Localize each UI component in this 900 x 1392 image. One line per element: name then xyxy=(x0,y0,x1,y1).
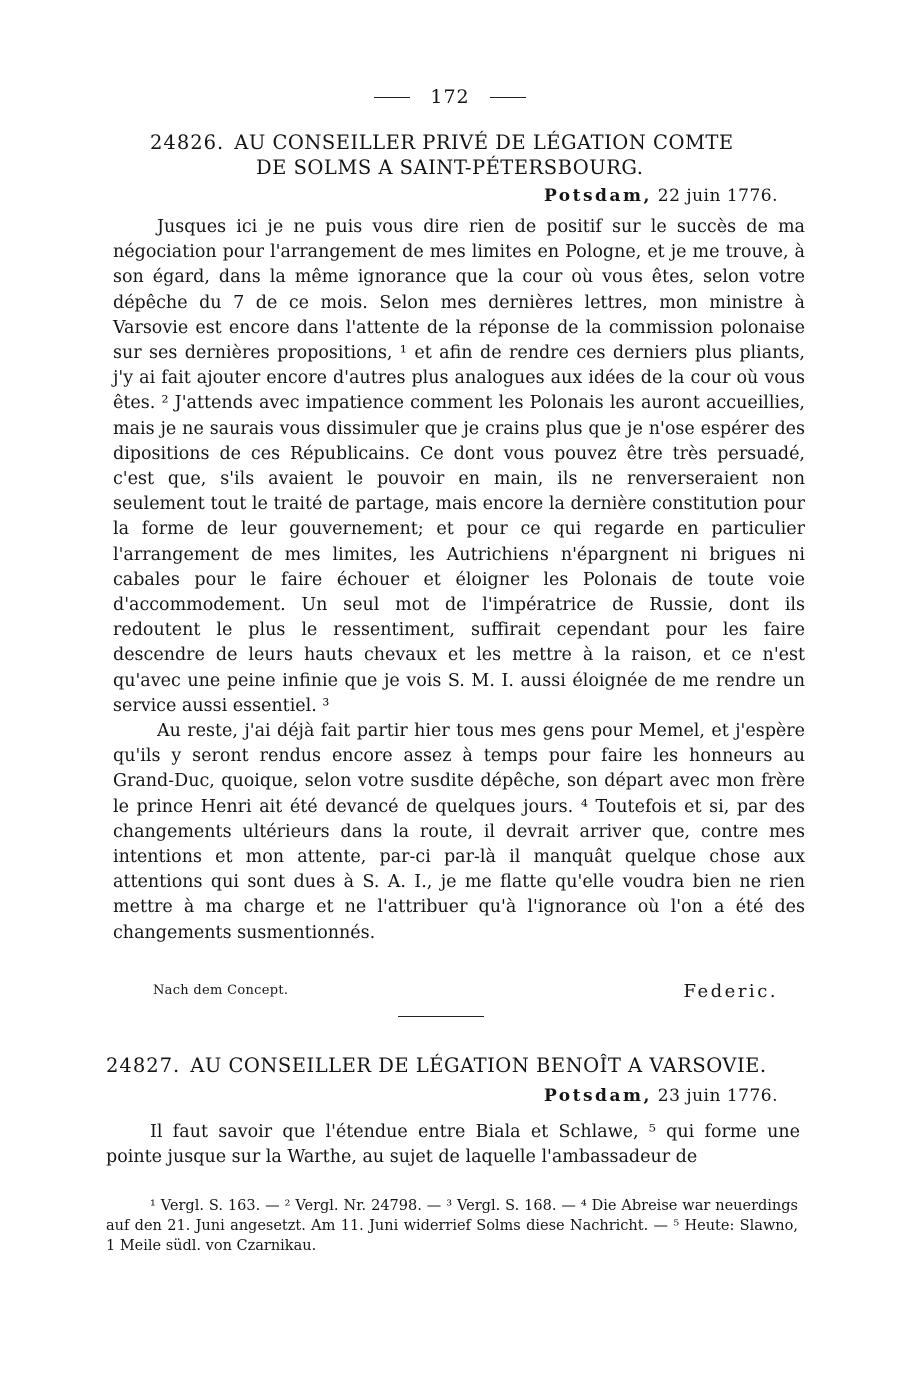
letter-1-title-line1: AU CONSEILLER PRIVÉ DE LÉGATION COMTE xyxy=(234,131,734,154)
letter-1-body xyxy=(113,215,805,946)
header-rule-right xyxy=(490,97,526,98)
letter-2-dateline xyxy=(544,1086,778,1106)
letter-2-body xyxy=(106,1120,800,1170)
letter-1-number: 24826. xyxy=(150,131,225,154)
letter-1-date: 22 juin 1776. xyxy=(657,186,778,206)
page-number: 172 xyxy=(430,86,470,108)
section-divider xyxy=(398,1016,484,1017)
source-note: Nach dem Concept. xyxy=(153,983,289,998)
letter-1-place: Potsdam, xyxy=(543,186,652,206)
header-rule-left xyxy=(374,97,410,98)
letter-2-paragraph-1: Il faut savoir que l'étendue entre Biala et Schlawe, ⁵ qui forme une pointe jusque sur la Warthe, au sujet de laquelle l'ambassadeur de xyxy=(106,1122,800,1168)
letter-2-heading xyxy=(106,1053,806,1078)
letter-2-number: 24827. xyxy=(106,1054,181,1077)
letter-1-paragraph-2: Au reste, j'ai déjà fait partir hier tous mes gens pour Memel, et j'espère qu'ils y seront rendus encore assez à temps pour faire les honneurs au Grand-Duc, quoique, selon votre susdite dépêche, son départ avec mon frère le prince Henri ait été devancé de quelques jours. ⁴ Toutefois et si, par des changements ultérieurs dans la route, il devrait arriver que, contre mes intentions et mon attente, par-ci par-là il manquât quelque chose aux attentions qui sont dues à S. A. I., je me flatte qu'elle voudra bien ne rien mettre à ma charge et ne l'attribuer qu'à l'ignorance où l'on a été des changements susmentionnés. xyxy=(113,721,805,943)
letter-2-place: Potsdam, xyxy=(543,1086,652,1106)
letter-1-paragraph-1: Jusques ici je ne puis vous dire rien de positif sur le succès de ma négociation pour l'arrangement de mes limites en Pologne, et je me trouve, à son égard, dans la même ignorance que la cour où vous êtes, selon votre dépêche du 7 de ce mois. Selon mes dernières lettres, mon ministre à Varsovie est encore dans l'attente de la réponse de la commission polonaise sur ses dernières propositions, ¹ et afin de rendre ces derniers plus pliants, j'y ai fait ajouter encore d'autres plus analogues aux idées de la cour où vous êtes. ² J'attends avec impatience comment les Polonais les auront accueillies, mais je ne saurais vous dissimuler que je crains plus que je n'ose espérer des dipositions de ces Républicains. Ce dont vous pouvez être très persuadé, c'est que, s'ils avaient le pouvoir en main, ils ne renverseraient non seulement tout le traité de partage, mais encore la dernière constitution pour la forme de leur gouvernement; et pour ce qui regarde en particulier l'arrangement de mes limites, les Autrichiens n'épargnent ni brigues ni cabales pour le faire échouer et éloigner les Polonais de toute voie d'accommodement. Un seul mot de l'impératrice de Russie, dont ils redoutent le plus le ressentiment, suffirait cependant pour les faire descendre de leurs hauts chevaux et les mettre à la raison, et ce n'est qu'avec une peine infinie que je vois S. M. I. aussi éloignée de me rendre un service aussi essentiel. ³ xyxy=(113,217,805,716)
letter-2-date: 23 juin 1776. xyxy=(657,1086,778,1106)
page-header xyxy=(0,86,900,108)
letter-1-title-line2: DE SOLMS A SAINT-PÉTERSBOURG. xyxy=(256,156,644,179)
letter-1-heading xyxy=(150,130,800,180)
footnote-block: ¹ Vergl. S. 163. — ² Vergl. Nr. 24798. — ³ Vergl. S. 168. — ⁴ Die Abreise war neuerdings auf den 21. Juni angesetzt. Am 11. Juni widerrief Solms diese Nachricht. — ⁵ Heute: Slawno, 1 Meile südl. von Czarnikau. xyxy=(106,1198,798,1254)
signature: Federic. xyxy=(683,981,778,1002)
letter-2-title: AU CONSEILLER DE LÉGATION BENOÎT A VARSOVIE. xyxy=(190,1054,767,1077)
footnotes xyxy=(106,1196,798,1256)
letter-1-dateline xyxy=(544,186,778,206)
